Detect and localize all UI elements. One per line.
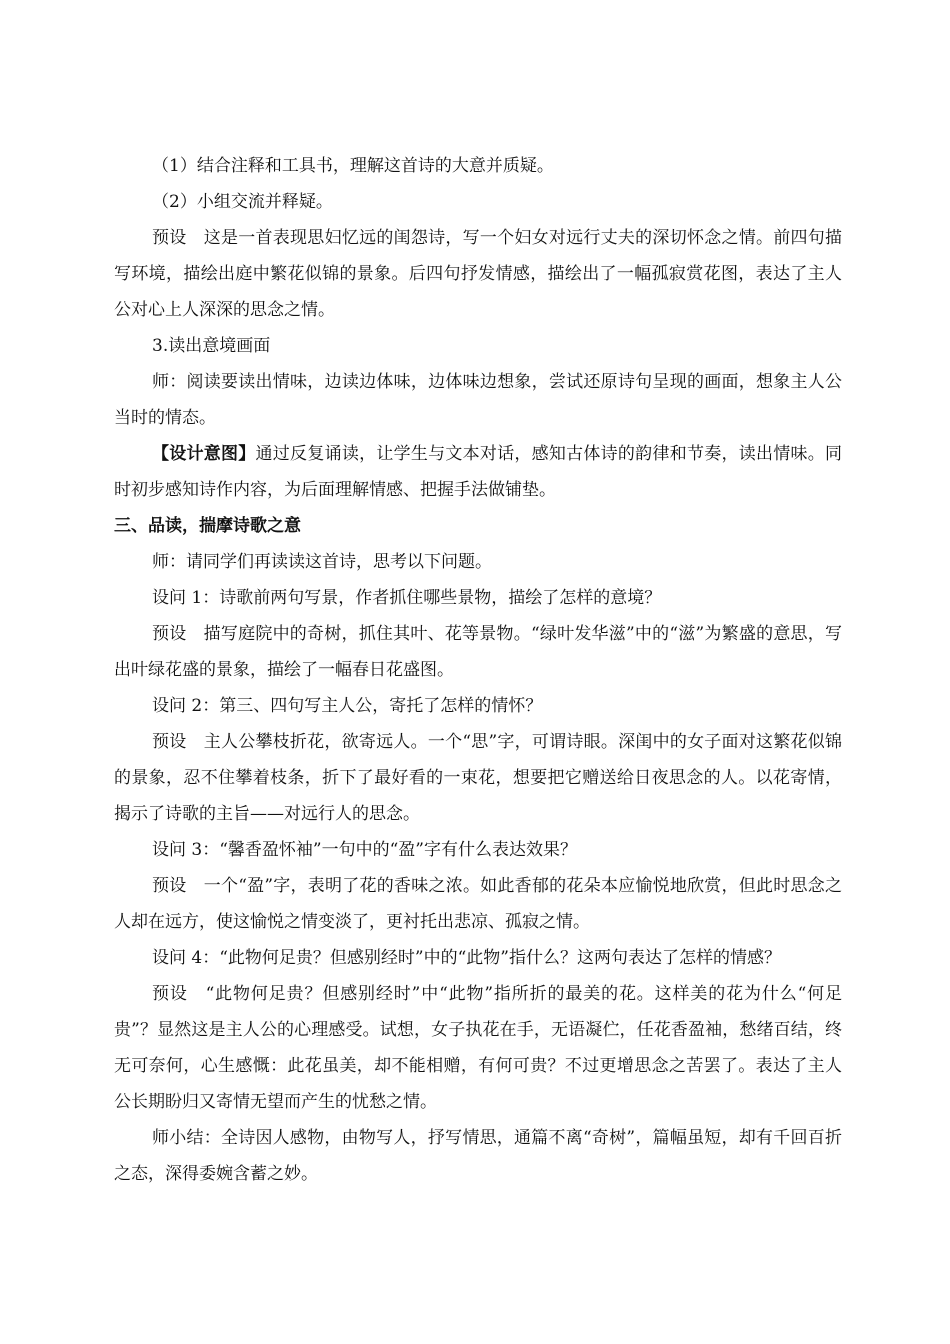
document-body <box>114 148 842 1192</box>
design-intent-label: 【设计意图】 <box>152 444 256 464</box>
design-intent-text: 通过反复诵读，让学生与文本对话，感知古体诗的韵律和节奏，读出情味。同时初步感知诗作内容，为后面理解情感、把握手法做铺垫。 <box>114 444 843 500</box>
subheading-read-imagery: 3.读出意境画面 <box>152 336 271 356</box>
paragraph-design-intent <box>114 436 842 508</box>
paragraph-preset-5: 预设 “此物何足贵？但感别经时”中“此物”指所折的最美的花。这样美的花为什么“何足贵”？显然这是主人公的心理感受。试想，女子执花在手，无语凝伫，任花香盈袖，愁绪百结，终无可奈何，心生感慨：此花虽美，却不能相赠，有何可贵？不过更增思念之苦罢了。表达了主人公长期盼归又寄情无望而产生的忧愁之情。 <box>114 984 842 1112</box>
paragraph-teacher-summary: 师小结：全诗因人感物，由物写人，抒写情思，通篇不离“奇树”，篇幅虽短，却有千回百折之态，深得委婉含蓄之妙。 <box>114 1128 842 1184</box>
paragraph-preset-4: 预设 一个“盈”字，表明了花的香味之浓。如此香郁的花朵本应愉悦地欣赏，但此时思念之人却在远方，使这愉悦之情变淡了，更衬托出悲凉、孤寂之情。 <box>114 876 842 932</box>
paragraph-preset-1: 预设 这是一首表现思妇忆远的闺怨诗，写一个妇女对远行丈夫的深切怀念之情。前四句描写环境，描绘出庭中繁花似锦的景象。后四句抒发情感，描绘出了一幅孤寂赏花图，表达了主人公对心上人深深的思念之情。 <box>114 228 842 320</box>
paragraph-preset-2: 预设 描写庭院中的奇树，抓住其叶、花等景物。“绿叶发华滋”中的“滋”为繁盛的意思，写出叶绿花盛的景象，描绘了一幅春日花盛图。 <box>114 624 842 680</box>
paragraph-teacher-1: 师：阅读要读出情味，边读边体味，边体味边想象，尝试还原诗句呈现的画面，想象主人公当时的情态。 <box>114 372 842 428</box>
paragraph-step-1: （1）结合注释和工具书，理解这首诗的大意并质疑。 <box>152 156 554 176</box>
paragraph-question-2: 设问 2：第三、四句写主人公，寄托了怎样的情怀？ <box>152 696 543 716</box>
paragraph-question-1: 设问 1：诗歌前两句写景，作者抓住哪些景物，描绘了怎样的意境？ <box>152 588 662 608</box>
section-heading-3: 三、品读，揣摩诗歌之意 <box>114 516 301 536</box>
paragraph-question-3: 设问 3：“馨香盈怀袖”一句中的“盈”字有什么表达效果？ <box>152 840 577 860</box>
paragraph-question-4: 设问 4：“此物何足贵？但感别经时”中的“此物”指什么？这两句表达了怎样的情感？ <box>152 948 781 968</box>
paragraph-step-2: （2）小组交流并释疑。 <box>152 192 333 212</box>
paragraph-preset-3: 预设 主人公攀枝折花，欲寄远人。一个“思”字，可谓诗眼。深闺中的女子面对这繁花似锦的景象，忍不住攀着枝条，折下了最好看的一束花，想要把它赠送给日夜思念的人。以花寄情，揭示了诗歌的主旨——对远行人的思念。 <box>114 732 842 824</box>
paragraph-teacher-2: 师：请同学们再读读这首诗，思考以下问题。 <box>152 552 492 572</box>
